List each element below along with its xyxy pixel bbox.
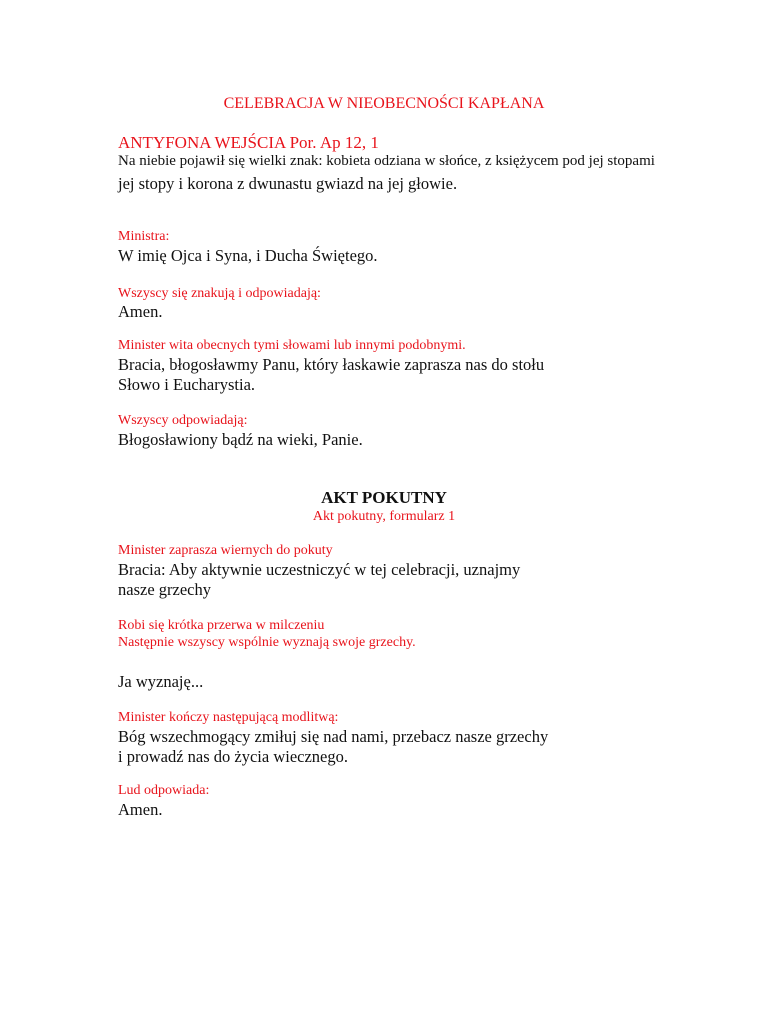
text-blessed: Błogosławiony bądź na wieki, Panie.: [118, 430, 363, 449]
text-penance-line-2: nasze grzechy: [118, 580, 211, 599]
text-penance-line-1: Bracia: Aby aktywnie uczestniczyć w tej celebracji, uznajmy: [118, 560, 521, 579]
document-title: CELEBRACJA W NIEOBECNOŚCI KAPŁANA: [223, 95, 545, 112]
section-heading: AKT POKUTNY: [321, 488, 447, 507]
rubric-confess: Następnie wszyscy wspólnie wyznają swoje grzechy.: [118, 635, 416, 650]
rubric-all-respond: Wszyscy się znakują i odpowiadają:: [118, 286, 321, 301]
antiphon-text-line-2: jej stopy i korona z dwunastu gwiazd na jej głowie.: [118, 174, 458, 193]
antiphon-text-line-1: Na niebie pojawił się wielki znak: kobieta odziana w słońce, z księżycem pod jej stopami: [118, 153, 655, 169]
section-subheading: Akt pokutny, formularz 1: [312, 509, 456, 524]
text-sign-of-cross: W imię Ojca i Syna, i Ducha Świętego.: [118, 246, 378, 265]
text-amen-1: Amen.: [118, 302, 163, 321]
rubric-people-respond: Lud odpowiada:: [118, 783, 210, 798]
rubric-all-respond-2: Wszyscy odpowiadają:: [118, 413, 248, 428]
antiphon-heading: ANTYFONA WEJŚCIA Por. Ap 12, 1: [118, 133, 379, 152]
text-greeting-line-1: Bracia, błogosławmy Panu, który łaskawie zaprasza nas do stołu: [118, 355, 545, 374]
text-confiteor: Ja wyznaję...: [118, 672, 204, 691]
text-prayer-line-1: Bóg wszechmogący zmiłuj się nad nami, przebacz nasze grzechy: [118, 727, 549, 746]
rubric-minister-greets: Minister wita obecnych tymi słowami lub innymi podobnymi.: [118, 338, 466, 353]
rubric-silence: Robi się krótka przerwa w milczeniu: [118, 618, 325, 633]
rubric-invite-penance: Minister zaprasza wiernych do pokuty: [118, 543, 333, 558]
text-greeting-line-2: Słowo i Eucharystia.: [118, 375, 256, 394]
text-prayer-line-2: i prowadź nas do życia wiecznego.: [118, 747, 348, 766]
rubric-ministra: Ministra:: [118, 229, 170, 244]
text-amen-2: Amen.: [118, 800, 163, 819]
rubric-closing-prayer: Minister kończy następującą modlitwą:: [118, 710, 339, 725]
